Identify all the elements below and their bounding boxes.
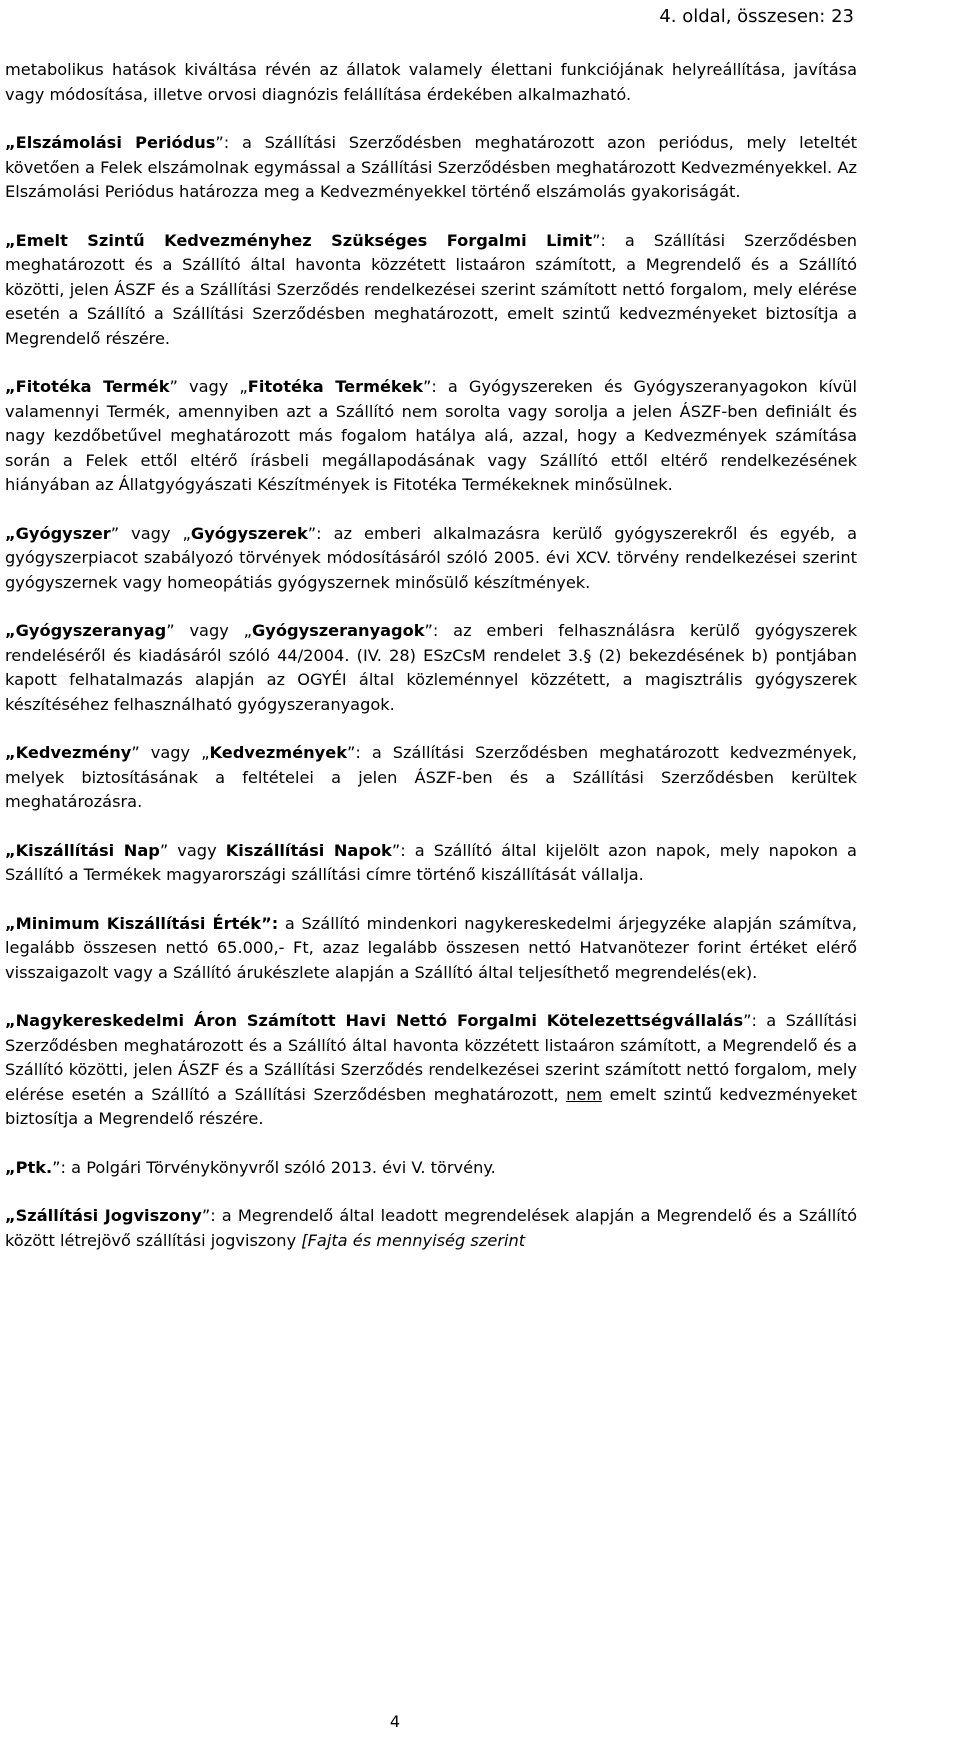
connector-text: ” vagy „ — [110, 523, 191, 543]
definition-elszamolasi-periodus — [5, 131, 857, 205]
definition-kedvezmeny — [5, 741, 857, 815]
connector-text: ” vagy „ — [169, 377, 248, 396]
paragraph-continuation: metabolikus hatások kiváltása révén az állatok valamely élettani funkciójának helyreállítása, javítása vagy módosítása, illetve orvosi diagnózis felállítása érdekében alkalmazható. — [5, 60, 857, 104]
definition-text-end: emelt szintű kedvezményeket biztosítja a Megrendelő részére. — [5, 1084, 857, 1128]
connector-text: ” vagy — [159, 840, 226, 860]
defined-term: „Fitotéka Termék — [5, 377, 170, 396]
definition-minimum-kiszallitasi-ertek — [5, 912, 857, 986]
defined-term: „Gyógyszer — [5, 523, 111, 543]
defined-term: „Ptk. — [5, 1157, 53, 1177]
underlined-word: nem — [566, 1084, 603, 1104]
defined-term-plural: Kedvezmények — [209, 743, 347, 762]
definition-text: ”: a Megrendelő által leadott megrendelések alapján a Megrendelő és a Szállító között létrejövő szállítási jogviszony — [5, 1206, 858, 1250]
defined-term: „Gyógyszeranyag — [5, 621, 167, 640]
definition-gyogyszeranyag — [5, 619, 857, 717]
defined-term: „Kiszállítási Nap — [5, 840, 160, 860]
connector-text: ” vagy „ — [166, 621, 253, 640]
definition-text: a Szállító mindenkori nagykereskedelmi árjegyzéke alapján számítva, legalább összesen nettó 65.000,- Ft, azaz legalább összesen nettó Hatvanötezer forint értéket elérő visszaigazolt vagy a Szállító árukészlete alapján a Szállító által teljesíthető megrendelés(ek). — [5, 913, 857, 982]
definition-fitoteka-termek — [5, 375, 857, 498]
page-number: 4 — [389, 1712, 401, 1731]
defined-term: „Kedvezmény — [5, 743, 132, 762]
defined-term: „Elszámolási Periódus — [5, 133, 216, 152]
definition-kiszallitasi-nap — [5, 839, 857, 888]
definition-text: ”: a Gyógyszereken és Gyógyszeranyagokon kívül valamennyi Termék, amennyiben azt a Szállító nem sorolta vagy sorolja a jelen ÁSZF-ben definiált és nagy kezdőbetűvel meghatározott más fogalom hatálya alá, azzal, hogy a Kedvezmények számítása során a Felek ettől eltérő írásbeli megállapodásának vagy Szállító ettől eltérő rendelkezésének hiányában az Állatgyógyászati Készítmények is Fitotéka Termékeknek minősülnek. — [5, 377, 857, 494]
defined-term-plural: Gyógyszeranyagok — [252, 621, 425, 640]
defined-term-plural: Gyógyszerek — [190, 523, 308, 543]
page-header: 4. oldal, összesen: 23 — [659, 6, 854, 27]
defined-term: „Minimum Kiszállítási Érték”: — [5, 913, 279, 933]
definition-text: ”: a Szállítási Szerződésben meghatározott és a Szállító által havonta közzétett listaáron számított, a Megrendelő és a Szállító közötti, jelen ÁSZF és a Szállítási Szerződés rendelkezései szerint számított nettó forgalom, mely elérése esetén a Szállító a Szállítási Szerződésben meghatározott, emelt szintű kedvezményeket biztosítja a Megrendelő részére. — [5, 230, 857, 348]
definition-text: ”: a Polgári Törvénykönyvről szóló 2013. évi V. törvény. — [52, 1157, 496, 1177]
definition-emelt-szintu-limit — [5, 229, 857, 352]
definition-text: ”: a Szállító által kijelölt azon napok, mely napokon a Szállító a Termékek magyarországi szállítási címre történő kiszállítását vállalja. — [5, 840, 857, 884]
definition-text: ”: az emberi felhasználásra kerülő gyógyszerek rendeléséről és kiadásáról szóló 44/2004. (IV. 28) ESzCsM rendelet 3.§ (2) bekezdésének b) pontjában kapott felhatalmazás alapján az OGYÉI által közleménnyel közzétett, a magisztrális gyógyszerek készítéséhez felhasználható gyógyszeranyagok. — [5, 621, 857, 714]
definition-text: ”: a Szállítási Szerződésben meghatározott azon periódus, mely leteltét követően a Felek elszámolnak egymással a Szállítási Szerződésben meghatározott Kedvezményekkel. Az Elszámolási Periódus határozza meg a Kedvezményekkel történő elszámolás gyakoriságát. — [5, 133, 858, 201]
defined-term-plural: Fitotéka Termékek — [247, 377, 423, 396]
italic-text: [Fajta és mennyiség szerint — [301, 1230, 526, 1250]
definition-szallitasi-jogviszony — [5, 1204, 857, 1253]
document-body — [5, 58, 857, 1277]
defined-term: „Szállítási Jogviszony — [5, 1206, 202, 1225]
definition-text: ”: a Szállítási Szerződésben meghatározott kedvezmények, melyek biztosításának a feltételei a jelen ÁSZF-ben és a Szállítási Szerződésben kerültek meghatározásra. — [5, 743, 857, 811]
definition-gyogyszer — [5, 522, 857, 596]
defined-term: „Nagykereskedelmi Áron Számított Havi Nettó Forgalmi Kötelezettségvállalás — [5, 1011, 744, 1030]
connector-text: ” vagy „ — [131, 743, 210, 762]
definition-ptk — [5, 1156, 857, 1181]
defined-term-plural: Kiszállítási Napok — [225, 840, 392, 860]
defined-term: „Emelt Szintű Kedvezményhez Szükséges Forgalmi Limit — [5, 230, 593, 250]
definition-text: ”: az emberi alkalmazásra kerülő gyógyszerekről és egyéb, a gyógyszerpiacot szabályozó törvények módosításáról szóló 2005. évi XCV. törvény rendelkezései szerint gyógyszernek vagy homeopátiás gyógyszernek minősülő készítmények. — [5, 523, 857, 592]
definition-text: ”: a Szállítási Szerződésben meghatározott és a Szállító által havonta közzétett listaáron számított, a Megrendelő és a Szállító közötti, jelen ÁSZF és a Szállítási Szerződés rendelkezései szerint számított nettó forgalom, mely elérése esetén a Szállító a Szállítási Szerződésben meghatározott, — [5, 1011, 857, 1104]
definition-nagykereskedelmi-kotelezettsegvallalas — [5, 1009, 857, 1132]
